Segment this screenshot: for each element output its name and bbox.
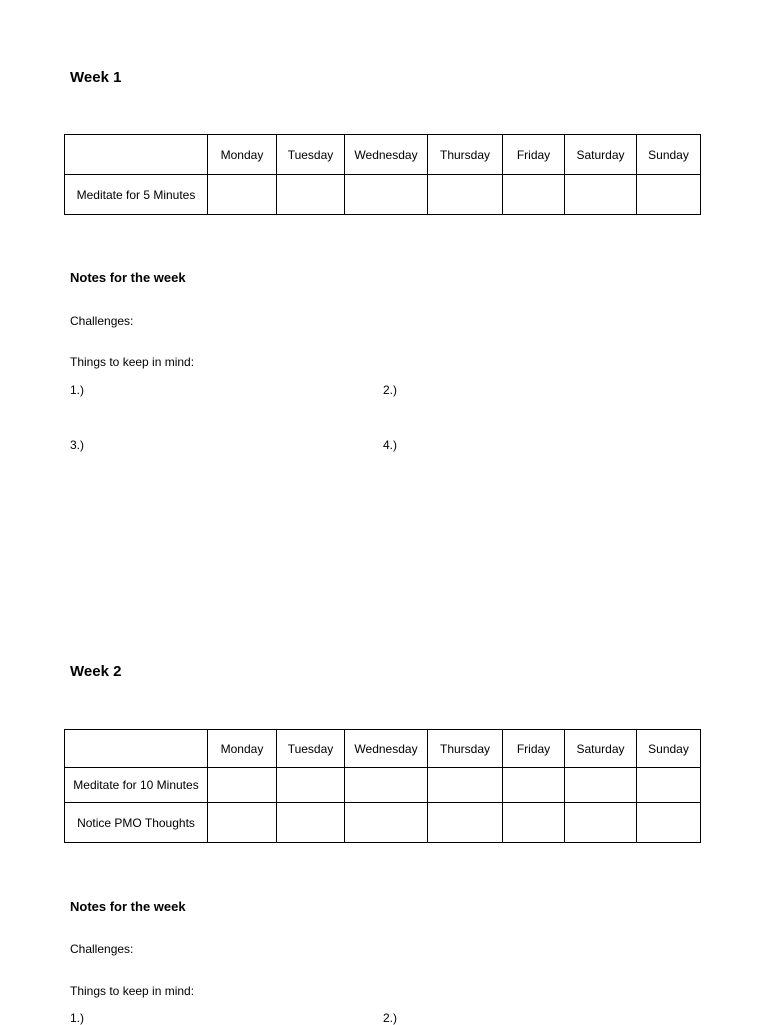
tracker-cell[interactable] (428, 175, 503, 215)
week-2-keep-in-mind-label: Things to keep in mind: (70, 984, 195, 998)
week-1-item-4: 4.) (383, 438, 398, 452)
week-1-header-row (65, 135, 701, 175)
day-header-saturday: Saturday (565, 135, 637, 175)
tracker-cell[interactable] (637, 768, 701, 803)
week-2-challenges-label: Challenges: (70, 942, 134, 956)
tracker-cell[interactable] (428, 803, 503, 843)
week-1-title: Week 1 (70, 69, 122, 86)
day-header-sunday: Sunday (637, 730, 701, 768)
tracker-cell[interactable] (503, 175, 565, 215)
day-header-tuesday: Tuesday (277, 730, 345, 768)
day-header-sunday: Sunday (637, 135, 701, 175)
tracker-cell[interactable] (565, 803, 637, 843)
tracker-cell[interactable] (277, 175, 345, 215)
tracker-cell[interactable] (277, 768, 345, 803)
week-1-item-1: 1.) (70, 383, 85, 397)
tracker-cell[interactable] (428, 768, 503, 803)
day-header-wednesday: Wednesday (345, 135, 428, 175)
tracker-cell[interactable] (637, 175, 701, 215)
week-1-item-3: 3.) (70, 438, 85, 452)
week-2-item-2: 2.) (383, 1011, 398, 1025)
week-1-challenges-label: Challenges: (70, 314, 134, 328)
day-header-wednesday: Wednesday (345, 730, 428, 768)
tracker-cell[interactable] (208, 803, 277, 843)
table-row (65, 768, 701, 803)
week-1-item-2: 2.) (383, 383, 398, 397)
week-1-keep-in-mind-label: Things to keep in mind: (70, 355, 195, 369)
day-header-friday: Friday (503, 730, 565, 768)
tracker-cell[interactable] (345, 768, 428, 803)
day-header-monday: Monday (208, 730, 277, 768)
tracker-cell[interactable] (345, 803, 428, 843)
tracker-cell[interactable] (637, 803, 701, 843)
week-2-header-row (65, 730, 701, 768)
tracker-cell[interactable] (277, 803, 345, 843)
week-2-notes-title: Notes for the week (70, 899, 186, 914)
week-1-notes-title: Notes for the week (70, 270, 186, 285)
tracker-cell[interactable] (565, 768, 637, 803)
day-header-tuesday: Tuesday (277, 135, 345, 175)
table-row (65, 175, 701, 215)
header-empty-cell (65, 730, 208, 768)
week-2-item-1: 1.) (70, 1011, 85, 1025)
week-2-tracker-table (64, 729, 701, 843)
day-header-monday: Monday (208, 135, 277, 175)
task-label: Meditate for 10 Minutes (65, 768, 208, 803)
task-label: Meditate for 5 Minutes (65, 175, 208, 215)
day-header-saturday: Saturday (565, 730, 637, 768)
tracker-cell[interactable] (565, 175, 637, 215)
week-2-title: Week 2 (70, 663, 122, 680)
tracker-cell[interactable] (208, 175, 277, 215)
tracker-cell[interactable] (345, 175, 428, 215)
task-label: Notice PMO Thoughts (65, 803, 208, 843)
table-row (65, 803, 701, 843)
day-header-thursday: Thursday (428, 730, 503, 768)
day-header-thursday: Thursday (428, 135, 503, 175)
tracker-cell[interactable] (503, 768, 565, 803)
day-header-friday: Friday (503, 135, 565, 175)
week-1-tracker-table (64, 134, 701, 215)
header-empty-cell (65, 135, 208, 175)
tracker-cell[interactable] (208, 768, 277, 803)
tracker-cell[interactable] (503, 803, 565, 843)
